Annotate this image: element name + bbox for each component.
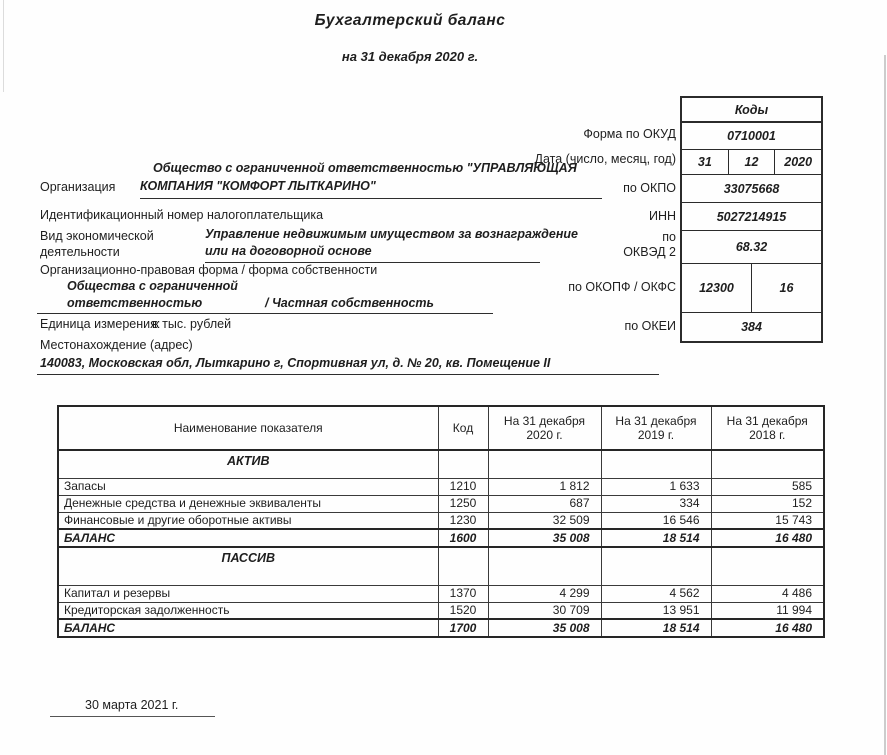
row-value-2020: 35 008 <box>488 529 601 547</box>
address-label: Местонахождение (адрес) <box>40 338 193 352</box>
table-row <box>58 512 824 529</box>
okved-value: 68.32 <box>735 240 768 254</box>
legal-form-label: Организационно-правовая форма / форма собственности <box>40 263 378 277</box>
balance-table <box>57 405 825 638</box>
table-row <box>58 585 824 602</box>
row-value-2020: 30 709 <box>488 602 601 619</box>
row-value-2019: 4 562 <box>601 585 711 602</box>
address-value: 140083, Московская обл, Лыткарино г, Спортивная ул, д. № 20, кв. Помещение II <box>40 356 551 370</box>
table-row <box>58 478 824 495</box>
row-code: 1600 <box>438 529 488 547</box>
signature-date: 30 марта 2021 г. <box>85 698 179 712</box>
date-label: Дата (число, месяц, год) <box>534 152 676 166</box>
scan-artifact-right <box>884 55 886 755</box>
inn-label: ИНН <box>648 209 676 223</box>
organization-label: Организация <box>40 180 116 194</box>
address-underline <box>37 374 659 375</box>
document-title: Бухгалтерский баланс <box>314 12 506 29</box>
okpo-value-cell <box>682 174 821 202</box>
inn-value: 5027214915 <box>716 209 787 224</box>
row-value-2018: 585 <box>711 478 824 495</box>
organization-name-line2: КОМПАНИЯ "КОМФОРТ ЛЫТКАРИНО" <box>140 179 376 193</box>
row-value-2020: 4 299 <box>488 585 601 602</box>
okei-value: 384 <box>741 320 762 334</box>
empty-cell <box>488 450 601 478</box>
organization-underline <box>140 198 602 199</box>
okei-label: по ОКЕИ <box>624 319 676 333</box>
okopf-value-cell <box>682 264 751 312</box>
signature-date-underline <box>50 716 215 717</box>
section-title: ПАССИВ <box>58 547 438 585</box>
okud-value-cell <box>682 122 821 149</box>
activity-label-line1: Вид экономической <box>40 229 154 243</box>
row-value-2020: 35 008 <box>488 619 601 637</box>
row-value-2018: 152 <box>711 495 824 512</box>
unit-value: в тыс. рублей <box>152 317 232 331</box>
section-row-aktiv <box>58 450 824 478</box>
codes-header-row <box>682 98 821 122</box>
okopf-label: по ОКОПФ / ОКФС <box>568 280 676 294</box>
row-name: БАЛАНС <box>58 619 438 637</box>
header-indicator: Наименование показателя <box>58 406 438 450</box>
date-month-cell <box>728 150 775 174</box>
row-code: 1230 <box>438 512 488 529</box>
empty-cell <box>438 547 488 585</box>
row-value-2018: 15 743 <box>711 512 824 529</box>
row-name: Запасы <box>58 478 438 495</box>
row-code: 1520 <box>438 602 488 619</box>
date-value-cells <box>682 149 821 174</box>
codes-box <box>680 96 823 343</box>
okved-value-cell <box>682 230 821 263</box>
header-2018: На 31 декабря 2018 г. <box>711 406 824 450</box>
codes-header-label: Коды <box>734 102 769 117</box>
date-day-cell <box>682 150 728 174</box>
activity-value-line2: или на договорной основе <box>205 244 372 258</box>
document-subtitle: на 31 декабря 2020 г. <box>341 49 479 64</box>
okved-label-line2: ОКВЭД 2 <box>623 245 676 259</box>
organization-name-line1: Общество с ограниченной ответственностью "УПРАВЛЯЮЩАЯ <box>153 161 577 175</box>
row-value-2020: 687 <box>488 495 601 512</box>
date-year-cell <box>774 150 821 174</box>
legal-form-value-line1: Общества с ограниченной <box>67 279 238 293</box>
empty-cell <box>601 450 711 478</box>
empty-cell <box>601 547 711 585</box>
okei-value-cell <box>682 312 821 341</box>
row-value-2018: 16 480 <box>711 619 824 637</box>
section-title: АКТИВ <box>58 450 438 478</box>
date-year: 2020 <box>784 155 813 169</box>
okpo-label: по ОКПО <box>623 181 676 195</box>
row-value-2019: 1 633 <box>601 478 711 495</box>
date-day: 31 <box>697 155 712 169</box>
row-name: БАЛАНС <box>58 529 438 547</box>
taxpayer-id-label: Идентификационный номер налогоплательщика <box>40 208 324 222</box>
row-name: Денежные средства и денежные эквиваленты <box>58 495 438 512</box>
header-code: Код <box>438 406 488 450</box>
okfs-value: 16 <box>779 281 794 295</box>
section-row-passiv <box>58 547 824 585</box>
activity-value-line1: Управление недвижимым имуществом за вознаграждение <box>205 227 578 241</box>
row-code: 1370 <box>438 585 488 602</box>
okved-label-line1: по <box>662 230 676 244</box>
row-value-2019: 334 <box>601 495 711 512</box>
table-header-row <box>58 406 824 450</box>
row-value-2018: 16 480 <box>711 529 824 547</box>
row-code: 1700 <box>438 619 488 637</box>
row-code: 1210 <box>438 478 488 495</box>
row-name: Финансовые и другие оборотные активы <box>58 512 438 529</box>
row-name: Капитал и резервы <box>58 585 438 602</box>
row-value-2018: 11 994 <box>711 602 824 619</box>
okpo-value: 33075668 <box>723 181 780 196</box>
header-2019: На 31 декабря 2019 г. <box>601 406 711 450</box>
legal-form-value-line2: ответственностью <box>67 296 203 310</box>
empty-cell <box>711 450 824 478</box>
date-month: 12 <box>744 155 759 169</box>
okud-label: Форма по ОКУД <box>583 127 676 141</box>
table-row <box>58 495 824 512</box>
ownership-value: / Частная собственность <box>265 296 434 310</box>
okopf-value: 12300 <box>699 281 734 295</box>
row-value-2019: 18 514 <box>601 529 711 547</box>
total-row-balance-passiv <box>58 619 824 637</box>
empty-cell <box>711 547 824 585</box>
row-value-2019: 16 546 <box>601 512 711 529</box>
row-value-2020: 1 812 <box>488 478 601 495</box>
row-value-2019: 13 951 <box>601 602 711 619</box>
inn-value-cell <box>682 202 821 230</box>
okfs-value-cell <box>751 264 821 312</box>
table-row <box>58 602 824 619</box>
unit-label: Единица измерения: <box>40 317 161 331</box>
row-value-2018: 4 486 <box>711 585 824 602</box>
row-value-2019: 18 514 <box>601 619 711 637</box>
empty-cell <box>438 450 488 478</box>
total-row-balance-aktiv <box>58 529 824 547</box>
row-code: 1250 <box>438 495 488 512</box>
row-name: Кредиторская задолженность <box>58 602 438 619</box>
row-value-2020: 32 509 <box>488 512 601 529</box>
legal-form-underline <box>37 313 493 314</box>
okud-value: 0710001 <box>727 129 776 143</box>
empty-cell <box>488 547 601 585</box>
header-2020: На 31 декабря 2020 г. <box>488 406 601 450</box>
activity-label-line2: деятельности <box>40 245 120 259</box>
okopf-value-cells <box>682 263 821 312</box>
okved-label <box>623 230 676 260</box>
